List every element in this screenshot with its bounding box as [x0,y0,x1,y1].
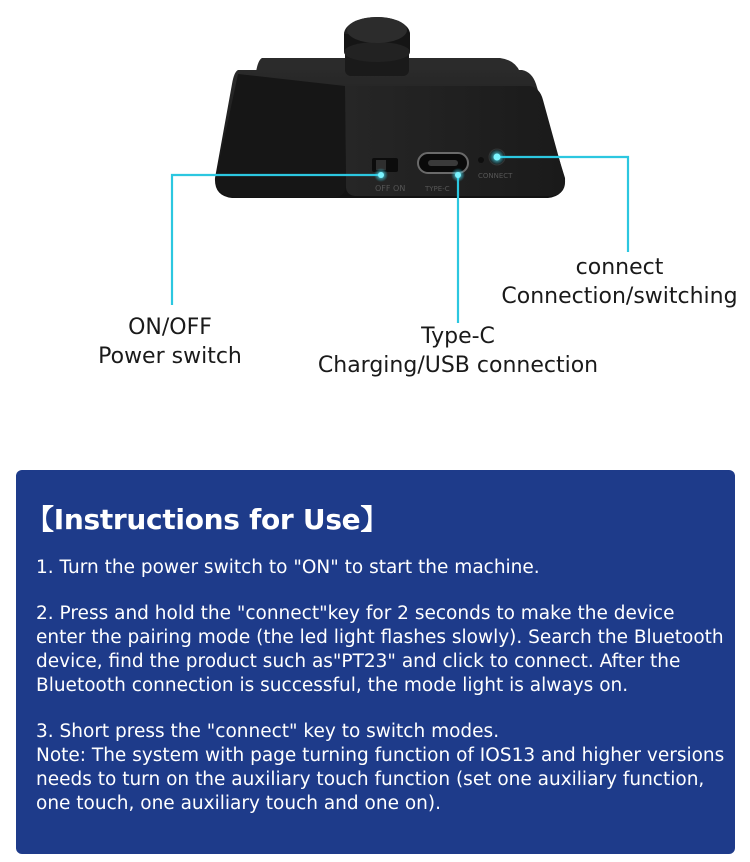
button-print-label: CONNECT [478,172,513,180]
power-switch-callout [70,313,270,371]
instruction-step-3 [36,720,726,816]
status-led [478,157,484,163]
step-1-text: 1. Turn the power switch to "ON" to start the machine. [36,557,540,578]
connect-callout-subtitle: Connection/switching [501,284,738,309]
instructions-panel [16,470,735,854]
instructions-title: 【Instructions for Use】 [26,503,389,536]
step-3-text: 3. Short press the "connect" key to switch modes. [36,721,500,742]
port-print-label: TYPE-C [425,185,450,193]
instruction-step-2 [36,602,726,698]
connect-callout [492,253,747,311]
power-callout-subtitle: Power switch [98,344,242,369]
power-callout-title: ON/OFF [128,315,212,340]
instructions-body [36,556,726,838]
instruction-step-1 [36,556,726,580]
switch-print-label: OFF ON [375,184,406,193]
typec-callout [308,322,608,380]
typec-callout-title: Type-C [421,324,495,349]
step-2-text: 2. Press and hold the "connect"key for 2 seconds to make the device enter the pairing mode (the led light flashes slowly). Search the Bluetooth device, find the product such as"PT23" and click to connect. After the Bluetooth connection is successful, the mode light is always on. [36,603,724,696]
typec-callout-subtitle: Charging/USB connection [317,353,599,378]
connect-callout-title: connect [575,255,664,280]
step-3-note: Note: The system with page turning function of IOS13 and higher versions needs to turn on the auxiliary touch function (set one auxiliary function, one touch, one auxiliary touch and one on). [36,745,725,814]
